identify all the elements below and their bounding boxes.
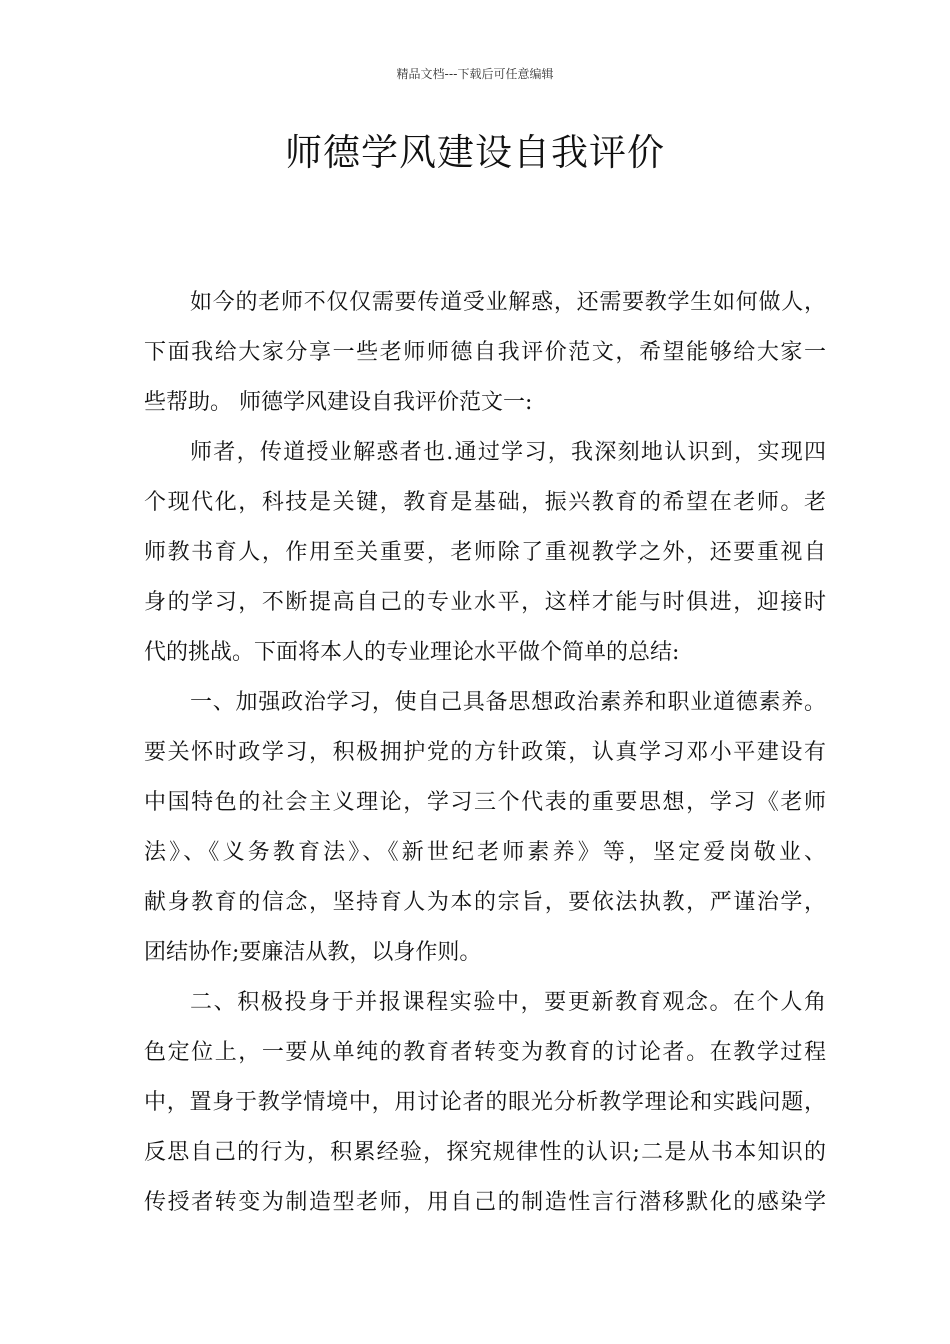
paragraph-line: 一、加强政治学习，使自己具备思想政治素养和职业道德素养。 bbox=[190, 690, 826, 715]
paragraph-line: 中，置身于教学情境中，用讨论者的眼光分析教学理论和实践问题， bbox=[144, 1090, 826, 1115]
paragraph-line: 代的挑战。下面将本人的专业理论水平做个简单的总结: bbox=[144, 640, 680, 665]
paragraph-line: 些帮助。 师德学风建设自我评价范文一: bbox=[144, 390, 533, 415]
paragraph-line: 个现代化，科技是关键，教育是基础，振兴教育的希望在老师。老 bbox=[144, 490, 826, 515]
paragraph-line: 反思自己的行为，积累经验，探究规律性的认识;二是从书本知识的 bbox=[144, 1140, 826, 1165]
paragraph-line: 师教书育人，作用至关重要，老师除了重视教学之外，还要重视自 bbox=[144, 540, 826, 565]
paragraph-line: 如今的老师不仅仅需要传道受业解惑，还需要教学生如何做人， bbox=[190, 290, 826, 315]
header-note: 精品文档---下载后可任意编辑 bbox=[396, 67, 554, 81]
paragraph-line: 二、积极投身于并报课程实验中，要更新教育观念。在个人角 bbox=[190, 990, 826, 1015]
paragraph-line: 中国特色的社会主义理论，学习三个代表的重要思想，学习《老师 bbox=[144, 790, 826, 815]
paragraph-line: 法》、《义务教育法》、《新世纪老师素养》等，坚定爱岗敬业、 bbox=[144, 840, 826, 865]
paragraph-line: 团结协作;要廉洁从教，以身作则。 bbox=[144, 940, 482, 965]
document-title: 师德学风建设自我评价 bbox=[285, 131, 665, 174]
paragraph-line: 献身教育的信念，坚持育人为本的宗旨，要依法执教，严谨治学， bbox=[144, 890, 826, 915]
paragraph-line: 师者，传道授业解惑者也.通过学习，我深刻地认识到，实现四 bbox=[190, 440, 826, 465]
paragraph-line: 要关怀时政学习，积极拥护党的方针政策，认真学习邓小平建设有 bbox=[144, 740, 826, 765]
paragraph-line: 下面我给大家分享一些老师师德自我评价范文，希望能够给大家一 bbox=[144, 340, 826, 365]
document-body bbox=[144, 278, 826, 1228]
paragraph-line: 色定位上，一要从单纯的教育者转变为教育的讨论者。在教学过程 bbox=[144, 1040, 826, 1065]
paragraph-line: 身的学习，不断提高自己的专业水平，这样才能与时俱进，迎接时 bbox=[144, 590, 826, 615]
paragraph-line: 传授者转变为制造型老师，用自己的制造性言行潜移默化的感染学 bbox=[144, 1190, 826, 1215]
